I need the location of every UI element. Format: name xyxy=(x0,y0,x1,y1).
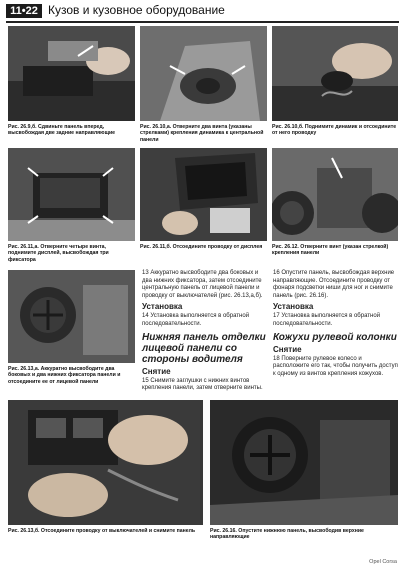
console-screw-image xyxy=(272,148,398,241)
photo-26-10b xyxy=(272,26,398,121)
caption-26-13a: Рис. 26.13,а. Аккуратно высвободите два боковых и два нижних фиксатора панели и отсоедините ее от лицевой панели xyxy=(8,366,121,385)
photo-26-11a xyxy=(8,148,135,241)
photo-26-10a xyxy=(140,26,267,121)
paragraph-18: 18 Поверните рулевое колесо и расположите его так, чтобы получить доступ к одному из винтов крепления кожухов. xyxy=(273,355,398,377)
heading-lower-panel: Нижняя панель отделки лицевой панели со стороны водителя xyxy=(142,331,266,365)
caption-26-16: Рис. 26.16. Опустите нижнюю панель, высвободив верхние направляющие xyxy=(210,528,364,541)
photo-26-13b xyxy=(8,400,203,525)
caption-26-13b: Рис. 26.13,б. Отсоедините проводку от выключателей и снимите панель xyxy=(8,528,196,534)
caption-26-10b: Рис. 26.10,б. Поднимите динамик и отсоедините от него проводку xyxy=(272,124,397,137)
caption-26-10a: Рис. 26.10,а. Отверните два винта (указаны стрелками) крепления динамика к центральной панели xyxy=(140,124,264,143)
heading-install-1: Установка xyxy=(142,302,183,312)
page-number: 11•22 xyxy=(6,4,42,18)
photo-26-13a xyxy=(8,270,135,363)
photo-26-12 xyxy=(272,148,398,241)
heading-removal-2: Снятие xyxy=(273,344,302,354)
caption-26-11b: Рис. 26.11,б. Отсоедините проводку от дисплея xyxy=(140,244,263,250)
paragraph-15: 15 Снимите заглушки с нижних винтов крепления панели, затем отверните винты. xyxy=(142,377,263,392)
display-image xyxy=(8,148,135,241)
caption-26-11a: Рис. 26.11,а. Отверните четыре винта, поднимите дисплей, высвобождая три фиксатора xyxy=(8,244,109,263)
photo-26-11b xyxy=(140,148,267,241)
caption-26-12: Рис. 26.12. Отверните винт (указан стрелкой) крепления панели xyxy=(272,244,389,257)
photo-26-9b xyxy=(8,26,135,121)
paragraph-13: 13 Аккуратно высвободите два боковых и два нижних фиксатора, затем отсоедините центральную панель от лицевой панели и проводку от выключателей (рис. 26.13,а,б). xyxy=(142,270,263,299)
caption-26-9b: Рис. 26.9,б. Сдвиньте панель вперед, высвобождая две задние направляющие xyxy=(8,124,116,137)
heading-column-covers: Кожухи рулевой колонки xyxy=(273,331,397,343)
page-header xyxy=(0,0,405,20)
paragraph-16: 16 Опустите панель, высвобождая верхние направляющие. Отсоедините проводку от фонаря подсветки ниши для ног и снимите панель (рис. 26.16). xyxy=(273,270,395,299)
dashboard-panel-image xyxy=(8,26,135,121)
section-title: Кузов и кузовное оборудование xyxy=(48,3,225,17)
lower-panel-image xyxy=(210,400,398,525)
speaker-removed-image xyxy=(272,26,398,121)
paragraph-14: 14 Установка выполняется в обратной последовательности. xyxy=(142,313,250,327)
display-wiring-image xyxy=(140,148,267,241)
footer-brand: Opel Corsa xyxy=(369,559,397,565)
switches-wiring-image xyxy=(8,400,203,525)
header-rule xyxy=(6,21,399,23)
text-column-right xyxy=(273,270,398,380)
vent-panel-image xyxy=(8,270,135,363)
speaker-image xyxy=(140,26,267,121)
heading-install-2: Установка xyxy=(273,302,314,312)
heading-removal-1: Снятие xyxy=(142,366,171,376)
paragraph-17: 17 Установка выполняется в обратной последовательности. xyxy=(273,313,381,327)
photo-26-16 xyxy=(210,400,398,525)
text-column-middle xyxy=(142,270,266,395)
